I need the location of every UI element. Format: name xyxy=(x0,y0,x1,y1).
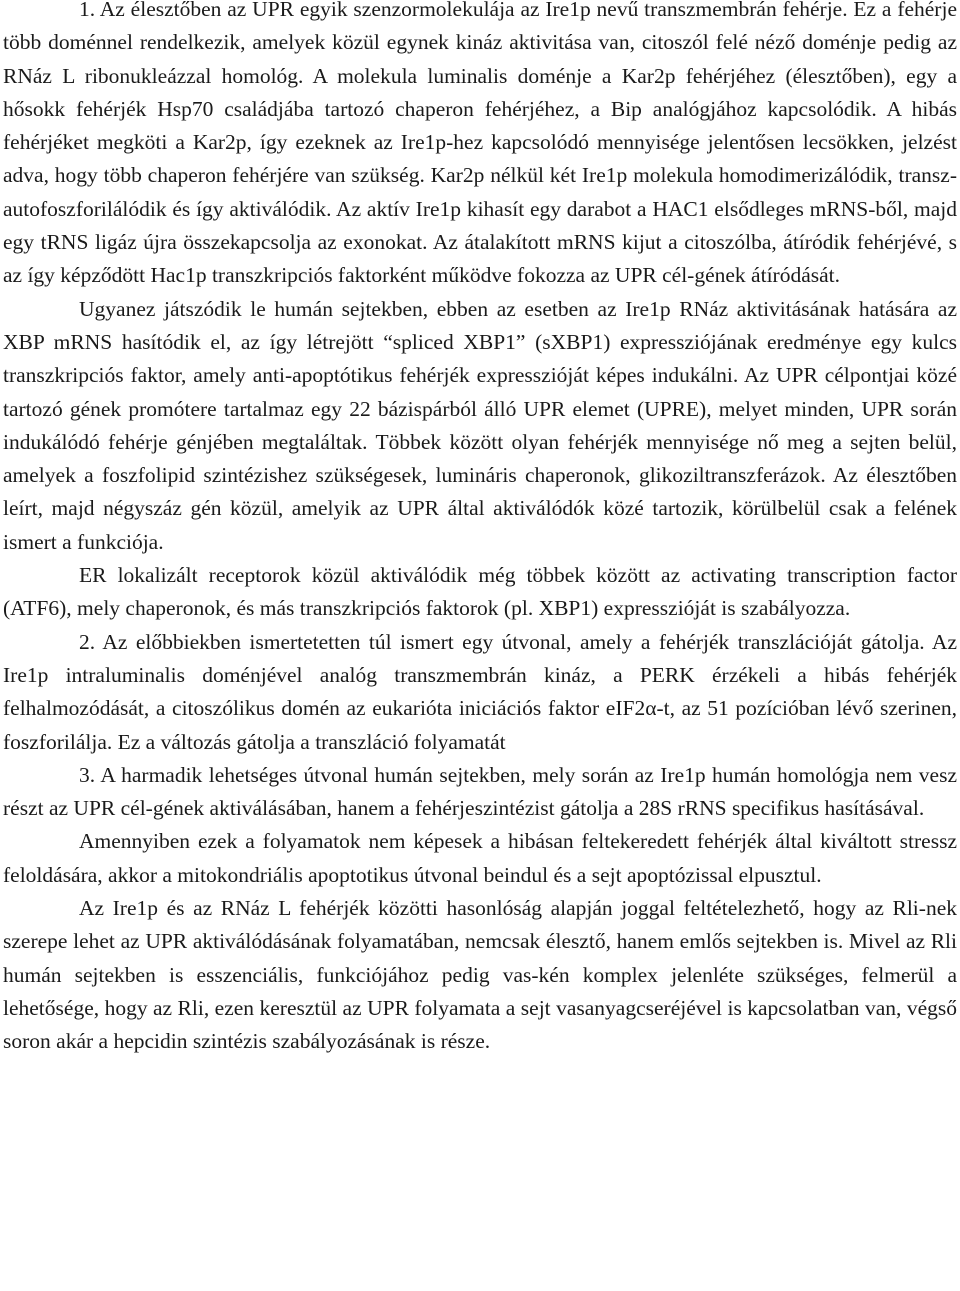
paragraph-perk-pathway: 2. Az előbbiekben ismertetetten túl ismert egy útvonal, amely a fehérjék transzlációját gátolja. Az Ire1p intraluminalis doménjével analóg transzmembrán kináz, a PERK érzékeli a hibás fehérjék felhalmozódását, a citoszólikus domén az eukarióta iniciációs faktor eIF2α-t, az 51 pozícióban lévő szerinen, foszforilálja. Ez a változás gátolja a transzláció folyamatát xyxy=(3,629,957,754)
paragraph-human-xbp1: Ugyanez játszódik le humán sejtekben, ebben az esetben az Ire1p RNáz aktivitásának hatására az XBP mRNS hasítódik el, az így létrejött “spliced XBP1” (sXBP1) expressziójának eredménye egy kulcs transzkripciós faktor, amely anti-apoptótikus fehérjék expresszióját képes indukálni. Az UPR célpontjai közé tartozó gének promótere tartalmaz egy 22 bázispárból álló UPR elemet (UPRE), melyet minden, UPR során indukálódó fehérje génjében megtaláltak. Többek között olyan fehérjék mennyisége nő meg a sejten belül, amelyek a foszfolipid szintézishez szükségesek, lumináris chaperonok, glikoziltranszferázok. Az élesztőben leírt, majd négyszáz gén közül, amelyik az UPR által aktiválódók közé tartozik, körülbelül csak a felének ismert a funkciója. xyxy=(3,296,957,554)
paragraph-third-pathway: 3. A harmadik lehetséges útvonal humán sejtekben, mely során az Ire1p humán homológja nem vesz részt az UPR cél-gének aktiválásában, hanem a fehérjeszintézist gátolja a 28S rRNS specifikus hasításával. xyxy=(3,762,957,821)
paragraph-apoptosis: Amennyiben ezek a folyamatok nem képesek a hibásan feltekeredett fehérjék által kiváltott stressz feloldására, akkor a mitokondriális apoptotikus útvonal beindul és a sejt apoptózissal elpusztul. xyxy=(3,829,957,887)
paragraph-rli-hypothesis: Az Ire1p és az RNáz L fehérjék közötti hasonlóság alapján joggal feltételezhető, hogy az Rli-nek szerepe lehet az UPR aktiválódásának folyamatában, nemcsak élesztő, hanem emlős sejtekben is. Mivel az Rli humán sejtekben is esszenciális, funkciójához pedig vas-kén komplex jelenléte szükséges, felmerül a lehetősége, hogy az Rli, ezen keresztül az UPR folyamata a sejt vasanyagcseréjével is kapcsolatban van, végső soron akár a hepcidin szintézis szabályozásának is része. xyxy=(3,896,957,1054)
paragraph-upr-yeast-sensor: 1. Az élesztőben az UPR egyik szenzormolekulája az Ire1p nevű transzmembrán fehérje. Ez a fehérje több doménnel rendelkezik, amelyek közül egynek kináz aktivitása van, citoszól felé néző doménje pedig az RNáz L ribonukleázzal homológ. A molekula luminalis doménje a Kar2p fehérjéhez (élesztőben), egy a hősokk fehérjék Hsp70 családjába tartozó chaperon fehérjéhez, a Bip analógjához kapcsolódik. A hibás fehérjéket megköti a Kar2p, így ezeknek az Ire1p-hez kapcsolódó mennyisége jelentősen lecsökken, jelzést adva, hogy több chaperon fehérjére van szükség. Kar2p nélkül két Ire1p molekula homodimerizálódik, transz-autofoszforilálódik és így aktiválódik. Az aktív Ire1p kihasít egy darabot a HAC1 elsődleges mRNS-ből, majd egy tRNS ligáz újra összekapcsolja az exonokat. Az átalakított mRNS kijut a citoszólba, átíródik fehérjévé, s az így képződött Hac1p transzkripciós faktorként működve fokozza az UPR cél-gének átíródását. xyxy=(3,0,957,288)
paragraph-atf6: ER lokalizált receptorok közül aktiválódik még többek között az activating transcription factor (ATF6), mely chaperonok, és más transzkripciós faktorok (pl. XBP1) expresszióját is szabályozza. xyxy=(3,563,957,621)
